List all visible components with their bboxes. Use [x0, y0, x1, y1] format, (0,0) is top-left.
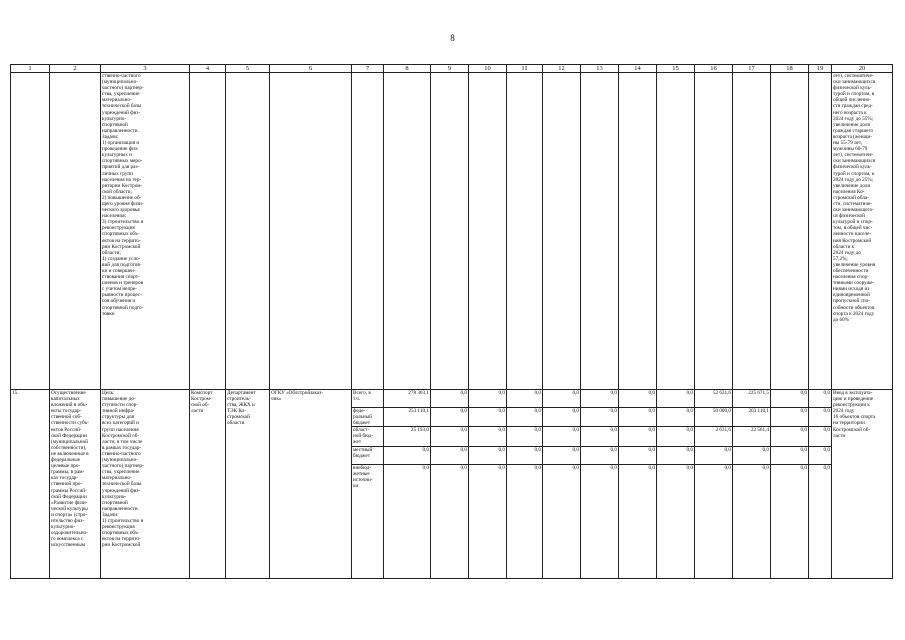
amount-cell: 0,0: [507, 408, 543, 427]
cell: [50, 73, 101, 390]
participant-cell: ОГКУ «Облстройзаказ- чик»: [270, 390, 352, 579]
column-number-7: 7: [352, 65, 384, 73]
amount-cell: 0,0: [695, 464, 733, 578]
amount-cell: 0,0: [581, 464, 619, 578]
cell: [190, 73, 226, 390]
amount-cell: 0,0: [809, 390, 832, 408]
activity-cell: Осуществление капитальных вложений в объ- екты государ- ственной соб- ственности субъ- ектов Россий- ской Федерации (муниципальной собственности), не включенные в федеральные целевые про- граммы, в рам- ках государ- ственной про- граммы Россий- ской Федерации «Развитие физи- ческой культуры и спорта» (стро- ительство физ- культурно- оздоровительно- го комплекса с искусственным: [50, 390, 101, 579]
amount-cell: 0,0: [431, 408, 469, 427]
column-number-6: 6: [270, 65, 352, 73]
cell: [384, 73, 431, 390]
column-number-14: 14: [619, 65, 657, 73]
amount-cell: 0,0: [619, 464, 657, 578]
cell: [270, 73, 352, 390]
amount-cell: 50 000,0: [695, 408, 733, 427]
amount-cell: 0,0: [431, 427, 469, 446]
amount-cell: 0,0: [469, 408, 507, 427]
amount-cell: 0,0: [469, 427, 507, 446]
cell: [11, 73, 50, 390]
source-label: феде- ральный бюджет: [352, 408, 384, 427]
amount-cell: 0,0: [507, 427, 543, 446]
column-number-3: 3: [101, 65, 190, 73]
column-number-20: 20: [832, 65, 893, 73]
column-number-5: 5: [226, 65, 270, 73]
amount-cell: 0,0: [657, 427, 695, 446]
cell: [543, 73, 581, 390]
amount-cell: 0,0: [507, 446, 543, 464]
executor-cell: Департамент строитель- ства, ЖКХ и ТЭК Ко- стромской области: [226, 390, 270, 579]
amount-cell: 0,0: [543, 408, 581, 427]
row-number: 15.: [11, 390, 50, 579]
cell: [226, 73, 270, 390]
table-row: [11, 73, 893, 390]
cell: [809, 73, 832, 390]
amount-cell: 0,0: [469, 390, 507, 408]
amount-cell: 0,0: [771, 427, 809, 446]
coordinator-cell: Комспорт Костром- ской об- ласти: [190, 390, 226, 579]
goal-cell: Цель: повышение до- ступности спор- тивной инфра- структуры для всех категорий и групп населения Костромской об- ласти, в том числе в рамках государ- ственно-частного (муниципально- частного) партнер- ства, укрепление материально- технической базы учреждений физ- культурно- спортивной направленности. Задачи: 1) строительство и реконструкция спортивных объ- ектов на террито- рии Костромской: [101, 390, 190, 579]
amount-cell: 0,0: [507, 390, 543, 408]
cell: [695, 73, 733, 390]
amount-cell: 0,0: [657, 408, 695, 427]
cell: [657, 73, 695, 390]
cell: [733, 73, 771, 390]
column-number-row: [11, 65, 893, 73]
amount-cell: 0,0: [543, 390, 581, 408]
goal-cell: ственно-частного (муниципально- частного) партнер- ства, укрепление материально- технической базы учреждений физ- культурно- спортивной направленности. Задачи: 1) организация и проведение физ- культурных и спортивных меро- приятий для раз- личных групп населения на тер- ритории Костром- ской области; 2) повышение об- щего уровня физи- ческого здоровья населения; 3) строительство и реконструкция спортивных объ- ектов на террито- рии Костромской области; 4) создание усло- вий для подготов- ки и совершен- ствования спорт- сменов и тренеров с учетом непре- рывности процес- сов обучения и спортивной подго- товки: [101, 73, 190, 390]
amount-cell: 0,0: [431, 446, 469, 464]
amount-cell: 0,0: [543, 446, 581, 464]
amount-cell: 0,0: [581, 390, 619, 408]
amount-cell: 0,0: [543, 464, 581, 578]
amount-cell: 0,0: [384, 464, 431, 578]
amount-cell: 2 631,6: [695, 427, 733, 446]
result-cell: лет), систематиче- ски занимающихся физической куль- турой и спортом, в общей численно- сти граждан сред- него возраста к 2024 году до 55%; увеличение доли граждан старшего возраста (женщи- ны 55-79 лет, мужчины 60-79 лет), систематиче- ски занимающихся физической куль- турой и спортом, к 2024 году до 25%; увеличение доли населения Ко- стромской обла- сти, систематиче- ски занимающего- ся физической культурой и спор- том, в общей чис- ленности населе- ния Костромской области к 2024 году до 57,2%; увеличение уровня обеспеченности населения спор- тивными сооруже- ниями исходя из единовременной пропускной спо- собности объектов спорта к 2024 году до 60%: [832, 73, 893, 390]
amount-cell: 0,0: [809, 446, 832, 464]
column-number-18: 18: [771, 65, 809, 73]
amount-cell: 0,0: [581, 446, 619, 464]
cell: [619, 73, 657, 390]
amount-cell: 0,0: [809, 427, 832, 446]
amount-cell: 0,0: [384, 446, 431, 464]
column-number-8: 8: [384, 65, 431, 73]
amount-cell: 0,0: [581, 427, 619, 446]
amount-cell: 0,0: [431, 464, 469, 578]
amount-cell: 0,0: [619, 408, 657, 427]
amount-cell: 25 193,0: [384, 427, 431, 446]
column-number-13: 13: [581, 65, 619, 73]
program-table: [10, 64, 893, 579]
source-label: местный бюджет: [352, 446, 384, 464]
amount-cell: 0,0: [771, 464, 809, 578]
column-number-10: 10: [469, 65, 507, 73]
amount-cell: 0,0: [771, 390, 809, 408]
amount-cell: 0,0: [469, 464, 507, 578]
amount-cell: 52 631,6: [695, 390, 733, 408]
cell: [469, 73, 507, 390]
amount-cell: 0,0: [507, 464, 543, 578]
column-number-17: 17: [733, 65, 771, 73]
amount-cell: 0,0: [733, 446, 771, 464]
cell: [507, 73, 543, 390]
cell: [771, 73, 809, 390]
amount-cell: 278 303,1: [384, 390, 431, 408]
amount-cell: 203 110,1: [733, 408, 771, 427]
amount-cell: 0,0: [809, 408, 832, 427]
amount-cell: 0,0: [657, 464, 695, 578]
amount-cell: 0,0: [657, 446, 695, 464]
amount-cell: 0,0: [619, 390, 657, 408]
column-number-12: 12: [543, 65, 581, 73]
column-number-1: 1: [11, 65, 50, 73]
table-row: [11, 390, 893, 408]
column-number-19: 19: [809, 65, 832, 73]
cell: [352, 73, 384, 390]
amount-cell: 0,0: [771, 446, 809, 464]
amount-cell: 0,0: [581, 408, 619, 427]
amount-cell: 225 671,5: [733, 390, 771, 408]
amount-cell: 0,0: [809, 464, 832, 578]
source-label: внебюд- жетные источни- ки: [352, 464, 384, 578]
column-number-16: 16: [695, 65, 733, 73]
column-number-2: 2: [50, 65, 101, 73]
source-label: област- ной бюд- жет: [352, 427, 384, 446]
amount-cell: 0,0: [469, 446, 507, 464]
amount-cell: 0,0: [619, 446, 657, 464]
cell: [581, 73, 619, 390]
amount-cell: 0,0: [543, 427, 581, 446]
column-number-4: 4: [190, 65, 226, 73]
amount-cell: 0,0: [695, 446, 733, 464]
result-cell: Ввод в эксплуата- цию и проведение реконструкции к 2024 году 16 объектов спорта на территории Костромской об- ласти: [832, 390, 893, 579]
page-number: 8: [450, 33, 455, 43]
amount-cell: 0,0: [431, 390, 469, 408]
column-number-15: 15: [657, 65, 695, 73]
cell: [431, 73, 469, 390]
column-number-11: 11: [507, 65, 543, 73]
amount-cell: 253 110,1: [384, 408, 431, 427]
source-label: Всего, в т.ч.: [352, 390, 384, 408]
amount-cell: 0,0: [657, 390, 695, 408]
amount-cell: 0,0: [619, 427, 657, 446]
amount-cell: 22 561,4: [733, 427, 771, 446]
amount-cell: 0,0: [733, 464, 771, 578]
amount-cell: 0,0: [771, 408, 809, 427]
column-number-9: 9: [431, 65, 469, 73]
